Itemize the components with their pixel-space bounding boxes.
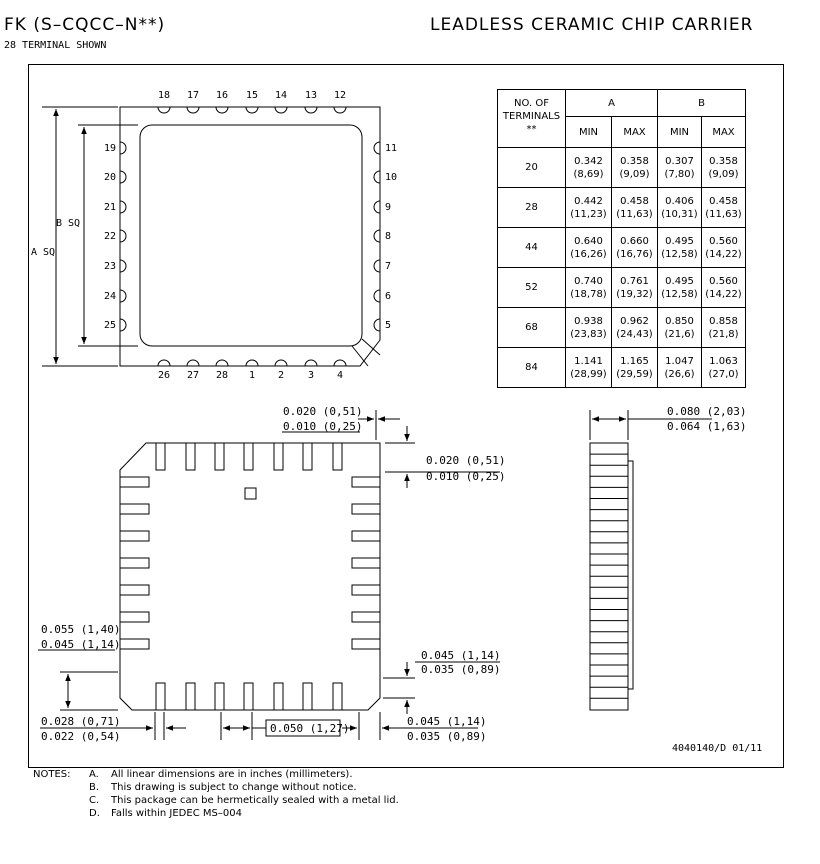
pin-label-left: 21 bbox=[104, 202, 117, 213]
pin-label-left: 24 bbox=[104, 291, 117, 302]
pin-label-bottom: 1 bbox=[249, 370, 256, 381]
cell-b-min: 0.850 (21,6) bbox=[658, 308, 702, 348]
pin-label-top: 16 bbox=[216, 90, 229, 101]
pad-space-max: 0.020 (0,51) bbox=[426, 454, 506, 467]
table-row bbox=[498, 308, 746, 348]
cell-b-max: 0.458 (11,63) bbox=[702, 188, 746, 228]
pad-space-min: 0.010 (0,25) bbox=[426, 470, 506, 483]
pin-label-right: 7 bbox=[385, 261, 392, 272]
cell-a-max: 0.761 (19,32) bbox=[612, 268, 658, 308]
b-max-header: MAX bbox=[702, 117, 746, 148]
left-dim-min: 0.045 (1,14) bbox=[41, 638, 121, 651]
top-view-dimensions bbox=[42, 107, 138, 366]
cell-b-max: 0.358 (9,09) bbox=[702, 148, 746, 188]
a-sq-label: A SQ bbox=[31, 247, 56, 258]
pin-label-top: 17 bbox=[187, 90, 200, 101]
a-max-header: MAX bbox=[612, 117, 658, 148]
cell-b-min: 0.307 (7,80) bbox=[658, 148, 702, 188]
cell-b-max: 0.858 (21,8) bbox=[702, 308, 746, 348]
note-letter: D. bbox=[89, 808, 100, 819]
terminal-count: 84 bbox=[498, 348, 566, 388]
pin-label-right: 11 bbox=[385, 143, 398, 154]
pin-label-right: 5 bbox=[385, 320, 392, 331]
height-max: 0.080 (2,03) bbox=[667, 405, 747, 418]
left-dim-max: 0.055 (1,40) bbox=[41, 623, 121, 636]
terminal-count: 68 bbox=[498, 308, 566, 348]
note-letter: C. bbox=[89, 795, 100, 806]
table-row bbox=[498, 348, 746, 388]
top-view bbox=[120, 107, 380, 366]
package-description: LEADLESS CERAMIC CHIP CARRIER bbox=[430, 15, 754, 35]
col-b-header: B bbox=[658, 90, 746, 117]
pin-label-bottom: 2 bbox=[278, 370, 285, 381]
cell-b-max: 1.063 (27,0) bbox=[702, 348, 746, 388]
cell-a-max: 0.962 (24,43) bbox=[612, 308, 658, 348]
terminal-count: 28 bbox=[498, 188, 566, 228]
package-subtitle: 28 TERMINAL SHOWN bbox=[4, 40, 107, 51]
pin-label-top: 14 bbox=[275, 90, 288, 101]
pin-label-left: 20 bbox=[104, 172, 117, 183]
note-letter: A. bbox=[89, 769, 99, 780]
table-row bbox=[498, 228, 746, 268]
cell-a-min: 0.938 (23,83) bbox=[566, 308, 612, 348]
side-view bbox=[590, 410, 712, 710]
terminals-header: NO. OF TERMINALS ** bbox=[498, 90, 566, 148]
note-text: This package can be hermetically sealed with a metal lid. bbox=[111, 795, 399, 806]
cell-a-min: 0.640 (16,26) bbox=[566, 228, 612, 268]
pin-label-top: 12 bbox=[334, 90, 347, 101]
pin-label-left: 19 bbox=[104, 143, 117, 154]
pin-label-left: 25 bbox=[104, 320, 117, 331]
cell-a-min: 1.141 (28,99) bbox=[566, 348, 612, 388]
package-title: FK (S–CQCC–N**) bbox=[4, 15, 166, 35]
bl-dim-min: 0.022 (0,54) bbox=[41, 730, 121, 743]
terminal-count: 44 bbox=[498, 228, 566, 268]
pin-label-left: 23 bbox=[104, 261, 117, 272]
pin-label-bottom: 27 bbox=[187, 370, 200, 381]
table-row bbox=[498, 268, 746, 308]
cell-b-min: 0.495 (12,58) bbox=[658, 268, 702, 308]
cell-a-max: 0.458 (11,63) bbox=[612, 188, 658, 228]
bottom-view bbox=[120, 443, 380, 710]
table-row bbox=[498, 148, 746, 188]
cell-a-min: 0.342 (8,69) bbox=[566, 148, 612, 188]
dimension-table-body bbox=[498, 148, 746, 388]
pin-label-top: 18 bbox=[158, 90, 171, 101]
right-dim-max: 0.045 (1,14) bbox=[421, 649, 501, 662]
dimension-table bbox=[497, 89, 746, 388]
cell-a-min: 0.740 (18,78) bbox=[566, 268, 612, 308]
pad-width-min: 0.010 (0,25) bbox=[283, 420, 363, 433]
pin-label-right: 9 bbox=[385, 202, 392, 213]
pin-label-left: 22 bbox=[104, 231, 117, 242]
cell-a-min: 0.442 (11,23) bbox=[566, 188, 612, 228]
cell-a-max: 0.358 (9,09) bbox=[612, 148, 658, 188]
cell-a-max: 0.660 (16,76) bbox=[612, 228, 658, 268]
pitch-dim: 0.050 (1,27) bbox=[270, 722, 350, 735]
terminal-count: 52 bbox=[498, 268, 566, 308]
b-min-header: MIN bbox=[658, 117, 702, 148]
pin-label-top: 15 bbox=[246, 90, 259, 101]
note-text: Falls within JEDEC MS–004 bbox=[111, 808, 242, 819]
br-dim-min: 0.035 (0,89) bbox=[407, 730, 487, 743]
cell-b-min: 0.406 (10,31) bbox=[658, 188, 702, 228]
pin-label-right: 8 bbox=[385, 231, 392, 242]
cell-b-max: 0.560 (14,22) bbox=[702, 268, 746, 308]
note-text: All linear dimensions are in inches (millimeters). bbox=[111, 769, 353, 780]
cell-a-max: 1.165 (29,59) bbox=[612, 348, 658, 388]
height-min: 0.064 (1,63) bbox=[667, 420, 747, 433]
pin-label-bottom: 3 bbox=[308, 370, 315, 381]
cell-b-max: 0.560 (14,22) bbox=[702, 228, 746, 268]
a-min-header: MIN bbox=[566, 117, 612, 148]
note-letter: B. bbox=[89, 782, 100, 793]
cell-b-min: 0.495 (12,58) bbox=[658, 228, 702, 268]
right-dim-min: 0.035 (0,89) bbox=[421, 663, 501, 676]
b-sq-label: B SQ bbox=[56, 218, 81, 229]
col-a-header: A bbox=[566, 90, 658, 117]
pin-label-top: 13 bbox=[305, 90, 318, 101]
table-row bbox=[498, 188, 746, 228]
pin-label-right: 6 bbox=[385, 291, 392, 302]
pin-label-bottom: 28 bbox=[216, 370, 229, 381]
br-dim-max: 0.045 (1,14) bbox=[407, 715, 487, 728]
pin-label-right: 10 bbox=[385, 172, 398, 183]
note-text: This drawing is subject to change without notice. bbox=[111, 782, 357, 793]
notes-label: NOTES: bbox=[33, 769, 71, 780]
pin-label-bottom: 26 bbox=[158, 370, 171, 381]
pin-label-bottom: 4 bbox=[337, 370, 344, 381]
pad-width-max: 0.020 (0,51) bbox=[283, 405, 363, 418]
cell-b-min: 1.047 (26,6) bbox=[658, 348, 702, 388]
terminal-count: 20 bbox=[498, 148, 566, 188]
bl-dim-max: 0.028 (0,71) bbox=[41, 715, 121, 728]
drawing-id: 4040140/D 01/11 bbox=[672, 743, 763, 754]
